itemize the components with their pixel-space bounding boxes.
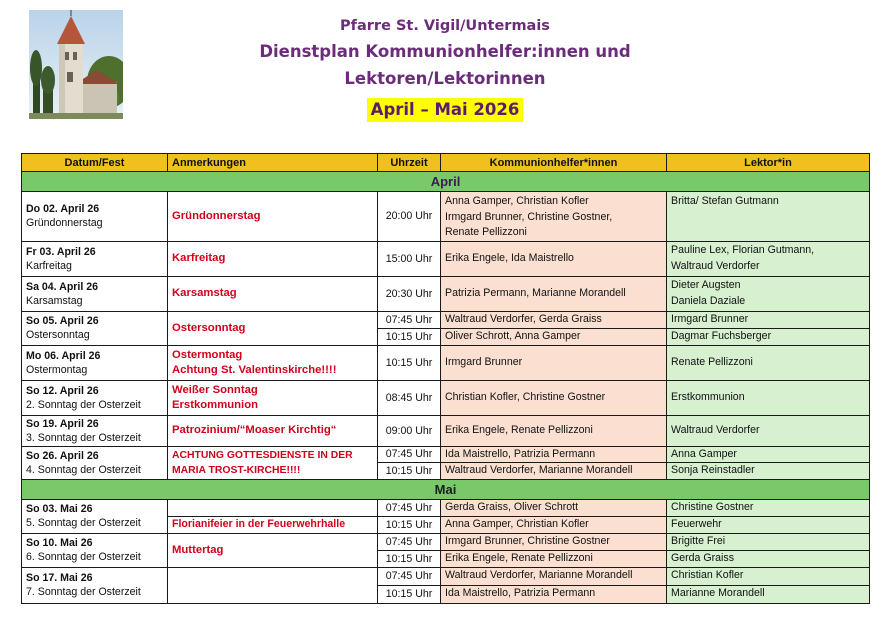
time-cell: 07:45 Uhr xyxy=(378,567,441,585)
month-row-may xyxy=(22,479,870,499)
date-cell xyxy=(22,415,168,446)
communion-cell: Erika Engele, Renate Pellizzoni xyxy=(441,415,667,446)
feast: 3. Sonntag der Osterzeit xyxy=(26,431,141,444)
time-cell: 20:30 Uhr xyxy=(378,276,441,311)
feast: 5. Sonntag der Osterzeit xyxy=(26,517,141,529)
title-line-2: Lektoren/Lektorinnen xyxy=(344,69,546,88)
communion-cell: Ida Maistrello, Patrizia Permann xyxy=(441,585,667,603)
table-row xyxy=(22,345,870,380)
lector-cell: Britta/ Stefan Gutmann xyxy=(667,192,870,242)
date-cell xyxy=(22,446,168,479)
lector-cell: Anna Gamper xyxy=(667,446,870,463)
header-communion-helpers: Kommunionhelfer*innen xyxy=(441,154,667,172)
time-cell: 09:00 Uhr xyxy=(378,415,441,446)
note-line: Erstkommunion xyxy=(172,398,258,411)
date: Fr 03. April 26 xyxy=(26,245,96,258)
note-line: ACHTUNG GOTTESDIENSTE IN DER xyxy=(172,449,353,461)
lector-cell xyxy=(667,241,870,276)
header-date: Datum/Fest xyxy=(22,154,168,172)
month-label: April xyxy=(22,172,870,192)
month-row-april xyxy=(22,172,870,192)
feast: Gründonnerstag xyxy=(26,217,103,230)
communion-cell: Anna Gamper, Christian Kofler xyxy=(441,516,667,533)
time-cell: 08:45 Uhr xyxy=(378,380,441,415)
lector-cell: Brigitte Frei xyxy=(667,533,870,550)
communion-cell: Erika Engele, Renate Pellizzoni xyxy=(441,550,667,567)
date-cell xyxy=(22,311,168,345)
table-row xyxy=(22,499,870,516)
table-header-row xyxy=(22,154,870,172)
lector-cell: Christian Kofler xyxy=(667,567,870,585)
time-cell: 07:45 Uhr xyxy=(378,311,441,328)
church-photo xyxy=(29,10,123,119)
table-row xyxy=(22,241,870,276)
time-cell: 10:15 Uhr xyxy=(378,550,441,567)
note-line: MARIA TROST-KIRCHE!!!! xyxy=(172,464,301,476)
note-line: Achtung St. Valentinskirche!!!! xyxy=(172,363,337,376)
communion-cell: Waltraud Verdorfer, Marianne Morandell xyxy=(441,463,667,480)
feast: 2. Sonntag der Osterzeit xyxy=(26,398,141,411)
date: Mo 06. April 26 xyxy=(26,349,101,362)
time-cell: 07:45 Uhr xyxy=(378,446,441,463)
communion-line: Anna Gamper, Christian Kofler xyxy=(445,195,589,207)
date: So 19. April 26 xyxy=(26,417,99,430)
communion-cell: Irmgard Brunner, Christine Gostner xyxy=(441,533,667,550)
lector-cell: Sonja Reinstadler xyxy=(667,463,870,480)
lector-cell: Waltraud Verdorfer xyxy=(667,415,870,446)
note-cell xyxy=(168,567,378,603)
time-cell: 07:45 Uhr xyxy=(378,533,441,550)
communion-cell: Ida Maistrello, Patrizia Permann xyxy=(441,446,667,463)
service-schedule-table xyxy=(21,153,870,604)
period-highlight: April – Mai 2026 xyxy=(367,98,524,122)
lector-cell: Erstkommunion xyxy=(667,380,870,415)
note-cell xyxy=(168,380,378,415)
note-cell: Florianifeier in der Feuerwehrhalle xyxy=(168,516,378,533)
communion-cell: Erika Engele, Ida Maistrello xyxy=(441,241,667,276)
lector-cell: Dagmar Fuchsberger xyxy=(667,328,870,345)
lector-line: Waltraud Verdorfer xyxy=(671,259,760,272)
time-cell: 07:45 Uhr xyxy=(378,499,441,516)
communion-line: Renate Pellizzoni xyxy=(445,226,527,238)
month-label: Mai xyxy=(22,479,870,499)
communion-cell: Oliver Schrott, Anna Gamper xyxy=(441,328,667,345)
time-cell: 10:15 Uhr xyxy=(378,328,441,345)
lector-line: Dieter Augsten xyxy=(671,279,741,291)
lector-cell: Gerda Graiss xyxy=(667,550,870,567)
parish-name: Pfarre St. Vigil/Untermais xyxy=(340,18,550,34)
date: So 17. Mai 26 xyxy=(26,572,93,584)
date: So 05. April 26 xyxy=(26,315,99,327)
document-header xyxy=(250,14,640,122)
lector-line: Daniela Daziale xyxy=(671,294,746,307)
header-lectors: Lektor*in xyxy=(667,154,870,172)
feast: Karfreitag xyxy=(26,259,72,272)
lector-cell xyxy=(667,276,870,311)
note-line: Ostermontag xyxy=(172,348,243,361)
feast: Karsamstag xyxy=(26,294,83,307)
communion-cell: Waltraud Verdorfer, Gerda Graiss xyxy=(441,311,667,328)
table-row xyxy=(22,567,870,585)
date-cell xyxy=(22,345,168,380)
header-notes: Anmerkungen xyxy=(168,154,378,172)
table-row xyxy=(22,533,870,550)
date-cell xyxy=(22,241,168,276)
header-time: Uhrzeit xyxy=(378,154,441,172)
note-cell xyxy=(168,446,378,479)
table-row xyxy=(22,380,870,415)
note-cell: Karsamstag xyxy=(168,276,378,311)
time-cell: 10:15 Uhr xyxy=(378,463,441,480)
lector-cell: Marianne Morandell xyxy=(667,585,870,603)
date: So 12. April 26 xyxy=(26,384,99,397)
lector-cell: Renate Pellizzoni xyxy=(667,345,870,380)
church-tower-image xyxy=(29,10,123,119)
table-row xyxy=(22,311,870,328)
date-cell xyxy=(22,533,168,567)
communion-cell: Patrizia Permann, Marianne Morandell xyxy=(441,276,667,311)
title-line-1: Dienstplan Kommunionhelfer:innen und xyxy=(259,42,631,61)
date-cell xyxy=(22,192,168,242)
note-cell: Ostersonntag xyxy=(168,311,378,345)
note-cell: Gründonnerstag xyxy=(168,192,378,242)
date: Do 02. April 26 xyxy=(26,203,100,216)
note-cell-empty xyxy=(168,499,378,516)
feast: 6. Sonntag der Osterzeit xyxy=(26,551,141,563)
date: So 10. Mai 26 xyxy=(26,537,93,549)
note-line: Weißer Sonntag xyxy=(172,383,258,396)
date-cell xyxy=(22,276,168,311)
date: So 26. April 26 xyxy=(26,449,99,462)
communion-line: Irmgard Brunner, Christine Gostner, xyxy=(445,210,613,223)
communion-cell: Gerda Graiss, Oliver Schrott xyxy=(441,499,667,516)
table-row xyxy=(22,415,870,446)
time-cell: 10:15 Uhr xyxy=(378,585,441,603)
communion-cell: Christian Kofler, Christine Gostner xyxy=(441,380,667,415)
date-cell xyxy=(22,567,168,603)
note-cell xyxy=(168,345,378,380)
lector-cell: Irmgard Brunner xyxy=(667,311,870,328)
table-row xyxy=(22,276,870,311)
time-cell: 10:15 Uhr xyxy=(378,516,441,533)
note-cell: Muttertag xyxy=(168,533,378,567)
date: So 03. Mai 26 xyxy=(26,503,93,515)
date-cell xyxy=(22,499,168,533)
feast: Ostermontag xyxy=(26,363,88,376)
table-row xyxy=(22,446,870,463)
time-cell: 15:00 Uhr xyxy=(378,241,441,276)
lector-line: Pauline Lex, Florian Gutmann, xyxy=(671,244,815,256)
note-cell: Patrozinium/“Moaser Kirchtig“ xyxy=(168,415,378,446)
date: Sa 04. April 26 xyxy=(26,280,99,293)
date-cell xyxy=(22,380,168,415)
feast: 4. Sonntag der Osterzeit xyxy=(26,463,141,476)
time-cell: 10:15 Uhr xyxy=(378,345,441,380)
feast: Ostersonntag xyxy=(26,329,90,341)
time-cell: 20:00 Uhr xyxy=(378,192,441,242)
communion-cell xyxy=(441,192,667,242)
table-row xyxy=(22,192,870,242)
feast: 7. Sonntag der Osterzeit xyxy=(26,586,141,598)
lector-cell: Christine Gostner xyxy=(667,499,870,516)
note-cell: Karfreitag xyxy=(168,241,378,276)
communion-cell: Irmgard Brunner xyxy=(441,345,667,380)
communion-cell: Waltraud Verdorfer, Marianne Morandell xyxy=(441,567,667,585)
lector-cell: Feuerwehr xyxy=(667,516,870,533)
